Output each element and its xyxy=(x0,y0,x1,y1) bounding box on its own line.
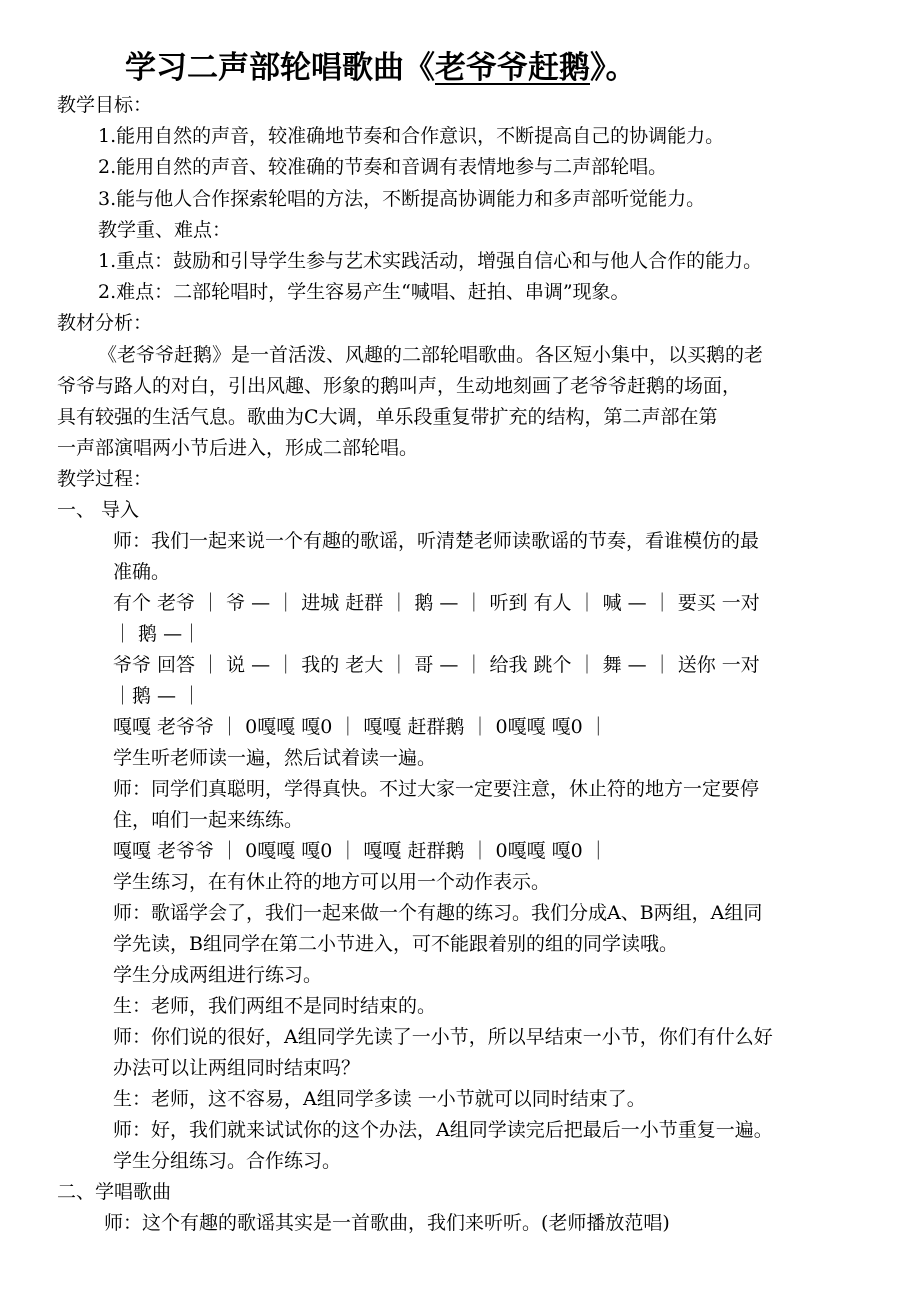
process-line: 生：老师，这不容易，A组同学多读 一小节就可以同时结束了。 xyxy=(113,1088,646,1110)
analysis-line: 爷爷与路人的对白，引出风趣、形象的鹅叫声，生动地刻画了老爷爷赶鹅的场面， xyxy=(57,375,742,397)
process-line: 师：好，我们就来试试你的这个办法，A组同学读完后把最后一小节重复一遍。 xyxy=(113,1119,773,1141)
analysis-line: 一声部演唱两小节后进入，形成二部轮唱。 xyxy=(57,437,419,459)
analysis-line: 具有较强的生活气息。歌曲为C大调，单乐段重复带扩充的结构，第二声部在第 xyxy=(57,406,718,428)
rhythm-line: 嘎嘎 老爷爷 ｜ 0嘎嘎 嘎0 ｜ 嘎嘎 赶群鹅 ｜ 0嘎嘎 嘎0 ｜ xyxy=(113,716,608,738)
section-heading-key-points: 教学重、难点： xyxy=(98,219,232,241)
process-line: 准确。 xyxy=(113,561,171,583)
subsection-heading-intro: 一、 导入 xyxy=(57,499,140,521)
section-heading-objectives: 教学目标： xyxy=(57,94,153,116)
title-song-name: 老爷爷赶鹅 xyxy=(435,50,590,86)
key-point-2: 2.难点：二部轮唱时，学生容易产生“喊唱、赶拍、串调”现象。 xyxy=(98,281,630,303)
process-line: 学生分成两组进行练习。 xyxy=(113,964,323,986)
process-line: 学先读，B组同学在第二小节进入，可不能跟着别的组的同学读哦。 xyxy=(113,933,678,955)
process-line: 学生听老师读一遍，然后试着读一遍。 xyxy=(113,747,437,769)
rhythm-line: 爷爷 回答 ｜ 说 — ｜ 我的 老大 ｜ 哥 — ｜ 给我 跳个 ｜ 舞 — ｜ 送你 一对 xyxy=(113,654,760,676)
process-line: 师：同学们真聪明，学得真快。不过大家一定要注意，休止符的地方一定要停 xyxy=(113,778,760,800)
subsection-heading-learn-song: 二、学唱歌曲 xyxy=(57,1181,172,1203)
section-heading-process: 教学过程： xyxy=(57,468,153,490)
process-line: 学生分组练习。合作练习。 xyxy=(113,1150,342,1172)
page-title xyxy=(125,48,637,88)
process-line: 师：这个有趣的歌谣其实是一首歌曲，我们来听听。(老师播放范唱) xyxy=(104,1212,670,1234)
title-prefix: 学习二声部轮唱歌曲《 xyxy=(125,50,435,86)
objective-2: 2.能用自然的声音、较准确的节奏和音调有表情地参与二声部轮唱。 xyxy=(98,156,668,178)
rhythm-line: ｜ 鹅 —｜ xyxy=(113,623,202,645)
process-line: 师：你们说的很好，A组同学先读了一小节，所以早结束一小节，你们有什么好 xyxy=(113,1026,773,1048)
analysis-line: 《老爷爷赶鹅》是一首活泼、风趣的二部轮唱歌曲。各区短小集中，以买鹅的老 xyxy=(98,344,764,366)
process-line: 学生练习，在有休止符的地方可以用一个动作表示。 xyxy=(113,871,551,893)
objective-3: 3.能与他人合作探索轮唱的方法，不断提高协调能力和多声部听觉能力。 xyxy=(98,188,706,210)
process-line: 办法可以让两组同时结束吗？ xyxy=(113,1057,361,1079)
section-heading-analysis: 教材分析： xyxy=(57,312,153,334)
process-line: 住，咱们一起来练练。 xyxy=(113,809,304,831)
process-line: 生：老师，我们两组不是同时结束的。 xyxy=(113,995,437,1017)
objective-1: 1.能用自然的声音，较准确地节奏和合作意识，不断提高自己的协调能力。 xyxy=(98,125,725,147)
rhythm-line: 嘎嘎 老爷爷 ｜ 0嘎嘎 嘎0 ｜ 嘎嘎 赶群鹅 ｜ 0嘎嘎 嘎0 ｜ xyxy=(113,840,608,862)
process-line: 师：我们一起来说一个有趣的歌谣，听清楚老师读歌谣的节奏，看谁模仿的最 xyxy=(113,530,760,552)
process-line: 师：歌谣学会了，我们一起来做一个有趣的练习。我们分成A、B两组，A组同 xyxy=(113,902,763,924)
title-suffix: 》。 xyxy=(590,50,637,86)
key-point-1: 1.重点：鼓励和引导学生参与艺术实践活动，增强自信心和与他人合作的能力。 xyxy=(98,250,763,272)
rhythm-line: ｜鹅 — ｜ xyxy=(113,685,202,707)
rhythm-line: 有个 老爷 ｜ 爷 — ｜ 进城 赶群 ｜ 鹅 — ｜ 听到 有人 ｜ 喊 — ｜ 要买 一对 xyxy=(113,592,760,614)
